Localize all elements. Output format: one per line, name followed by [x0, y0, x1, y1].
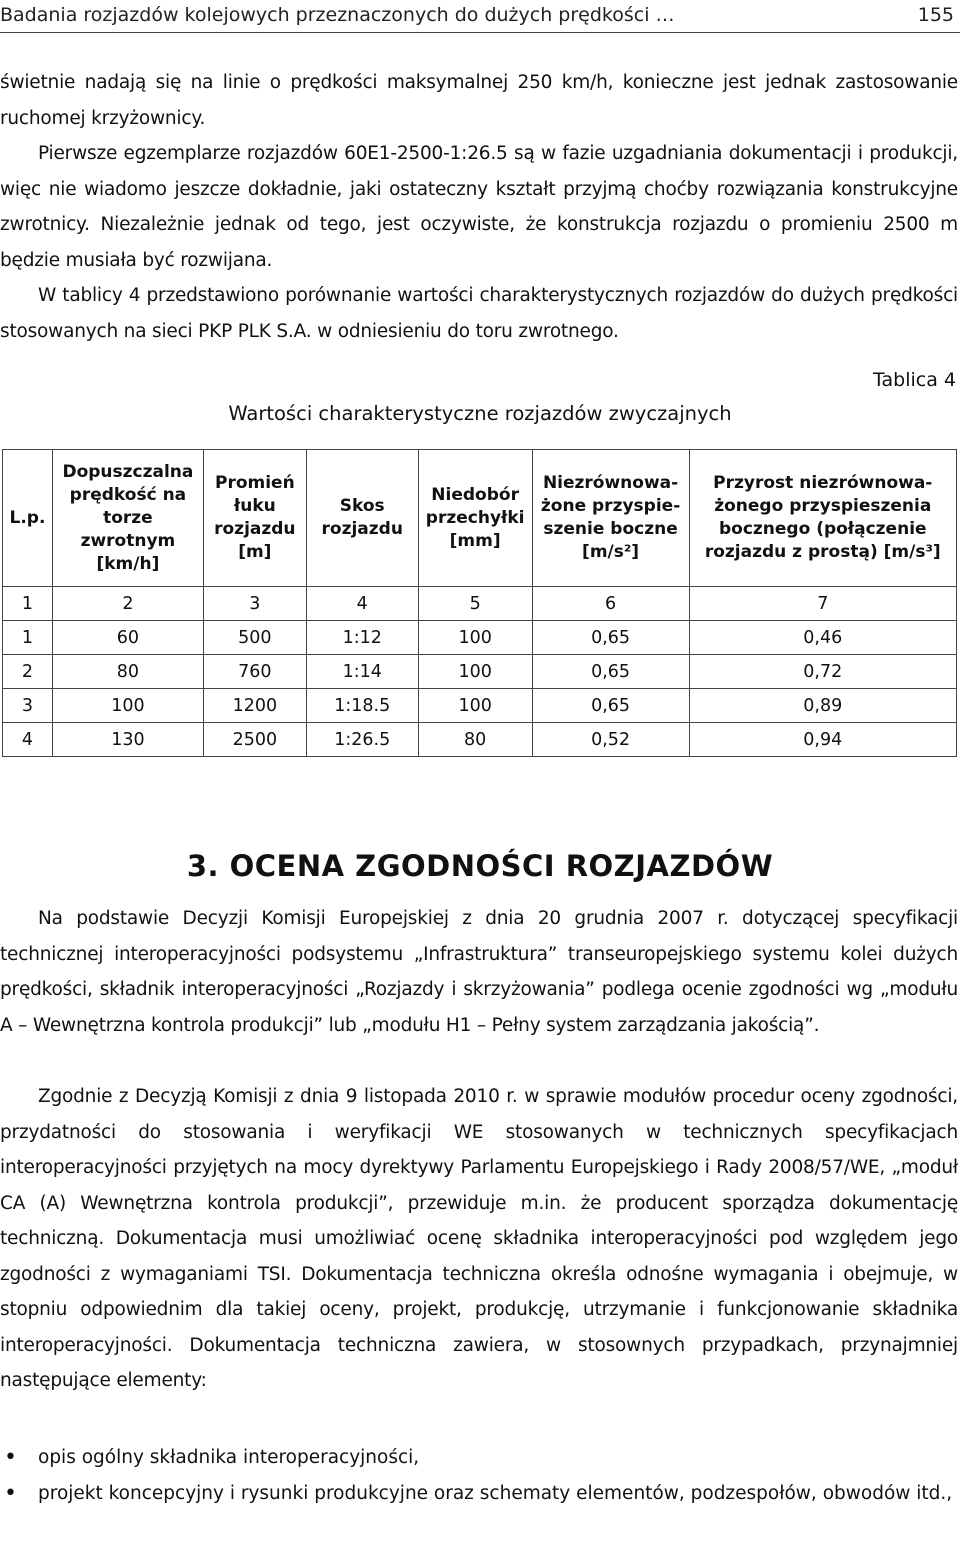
table-title: Wartości charakterystyczne rozjazdów zwyczajnych	[228, 402, 732, 425]
table-cell: 100	[418, 621, 532, 655]
table-cell: 0,94	[689, 723, 956, 757]
table-cell: 3	[203, 587, 306, 621]
table-cell: 6	[532, 587, 689, 621]
table-header-cell: Promień łuku rozjazdu [m]	[203, 450, 306, 587]
table-header-cell: Niezrównowa-żone przyspie-szenie boczne [m/s²]	[532, 450, 689, 587]
table-header-cell: Niedobór przechyłki [mm]	[418, 450, 532, 587]
table-cell: 1:18.5	[306, 689, 418, 723]
table-cell: 1200	[203, 689, 306, 723]
paragraph-top-2: Pierwsze egzemplarze rozjazdów 60E1-2500-1:26.5 są w fazie uzgadniania dokumentacji i produkcji, więc nie wiadomo jeszcze dokładnie, jaki ostateczny kształt przyjmą choćby rozwiązania konstrukcyjne zwrotnicy. Niezależnie jednak od tego, jest oczywiste, że konstrukcja rozjazdu o promieniu 2500 m będzie musiała być rozwijana.	[0, 143, 958, 271]
table-row	[3, 655, 957, 689]
bullet-list	[0, 1440, 958, 1511]
section-paragraph-1: Na podstawie Decyzji Komisji Europejskiej z dnia 20 grudnia 2007 r. dotyczącej specyfikacji technicznej interoperacyjności podsystemu „Infrastruktura” transeuropejskiego systemu kolei dużych prędkości, składnik interoperacyjności „Rozjazdy i skrzyżowania” podlega ocenie zgodności wg „modułu A – Wewnętrzna kontrola produkcji” lub „modułu H1 – Pełny system zarządzania jakością”.	[0, 908, 958, 1036]
table-cell: 2500	[203, 723, 306, 757]
table-cell: 0,72	[689, 655, 956, 689]
list-item: • opis ogólny składnika interoperacyjności,	[0, 1440, 958, 1476]
table-cell: 500	[203, 621, 306, 655]
table-cell: 2	[52, 587, 203, 621]
table-row	[3, 621, 957, 655]
paragraph-top-1: świetnie nadają się na linie o prędkości maksymalnej 250 km/h, konieczne jest jednak zastosowanie ruchomej krzyżownicy.	[0, 72, 958, 129]
table-cell: 0,46	[689, 621, 956, 655]
table-cell: 80	[52, 655, 203, 689]
table-row	[3, 723, 957, 757]
table-cell: 4	[3, 723, 53, 757]
data-table	[2, 449, 957, 757]
section-heading: 3. OCENA ZGODNOŚCI ROZJAZDÓW	[186, 849, 774, 884]
section-paragraph-2: Zgodnie z Decyzją Komisji z dnia 9 listopada 2010 r. w sprawie modułów procedur oceny zgodności, przydatności do stosowania i weryfikacji WE stosowanych w technicznych specyfikacjach interoperacyjności przyjętych na mocy dyrektywy Parlamentu Europejskiego i Rady 2008/57/WE, „moduł CA (A) Wewnętrzna kontrola produkcji”, przewiduje m.in. że producent sporządza dokumentację techniczną. Dokumentacja musi umożliwiać ocenę składnika interoperacyjności pod względem jego zgodności z wymaganiami TSI. Dokumentacja techniczna określa odnośne wymagania i obejmuje, w stopniu odpowiednim dla takiej oceny, projekt, produkcję, utrzymanie i funkcjonowanie składnika interoperacyjności. Dokumentacja techniczna zawiera, w stosownych przypadkach, przynajmniej następujące elementy:	[0, 1086, 958, 1391]
table-cell: 1	[3, 621, 53, 655]
running-header-title: Badania rozjazdów kolejowych przeznaczonych do dużych prędkości …	[0, 4, 675, 26]
table-cell: 0,65	[532, 655, 689, 689]
table-cell: 130	[52, 723, 203, 757]
table-cell: 7	[689, 587, 956, 621]
table-header-row	[3, 450, 957, 587]
table-cell: 80	[418, 723, 532, 757]
table-row	[3, 587, 957, 621]
table-header-cell: Dopuszczalna prędkość na torze zwrotnym [km/h]	[52, 450, 203, 587]
table-cell: 1:14	[306, 655, 418, 689]
table-cell: 1:12	[306, 621, 418, 655]
running-header	[0, 0, 960, 33]
table-cell: 0,89	[689, 689, 956, 723]
table-cell: 100	[418, 655, 532, 689]
table-header-cell: Skos rozjazdu	[306, 450, 418, 587]
table-cell: 4	[306, 587, 418, 621]
table-cell: 0,52	[532, 723, 689, 757]
table-header-cell: L.p.	[3, 450, 53, 587]
paragraph-top-3: W tablicy 4 przedstawiono porównanie wartości charakterystycznych rozjazdów do dużych prędkości stosowanych na sieci PKP PLK S.A. w odniesieniu do toru zwrotnego.	[0, 285, 958, 342]
page-number: 155	[917, 4, 954, 26]
table-cell: 100	[418, 689, 532, 723]
list-item: • projekt koncepcyjny i rysunki produkcyjne oraz schematy elementów, podzespołów, obwodów itd.,	[0, 1476, 958, 1512]
table-cell: 100	[52, 689, 203, 723]
table-cell: 1	[3, 587, 53, 621]
table-label: Tablica 4	[873, 369, 956, 391]
table-cell: 0,65	[532, 689, 689, 723]
table-cell: 2	[3, 655, 53, 689]
table-cell: 3	[3, 689, 53, 723]
table-header-cell: Przyrost niezrównowa-żonego przyspieszenia bocznego (połączenie rozjazdu z prostą) [m/s³]	[689, 450, 956, 587]
table-row	[3, 689, 957, 723]
table-cell: 760	[203, 655, 306, 689]
table-cell: 1:26.5	[306, 723, 418, 757]
table-cell: 0,65	[532, 621, 689, 655]
table-cell: 60	[52, 621, 203, 655]
table-cell: 5	[418, 587, 532, 621]
